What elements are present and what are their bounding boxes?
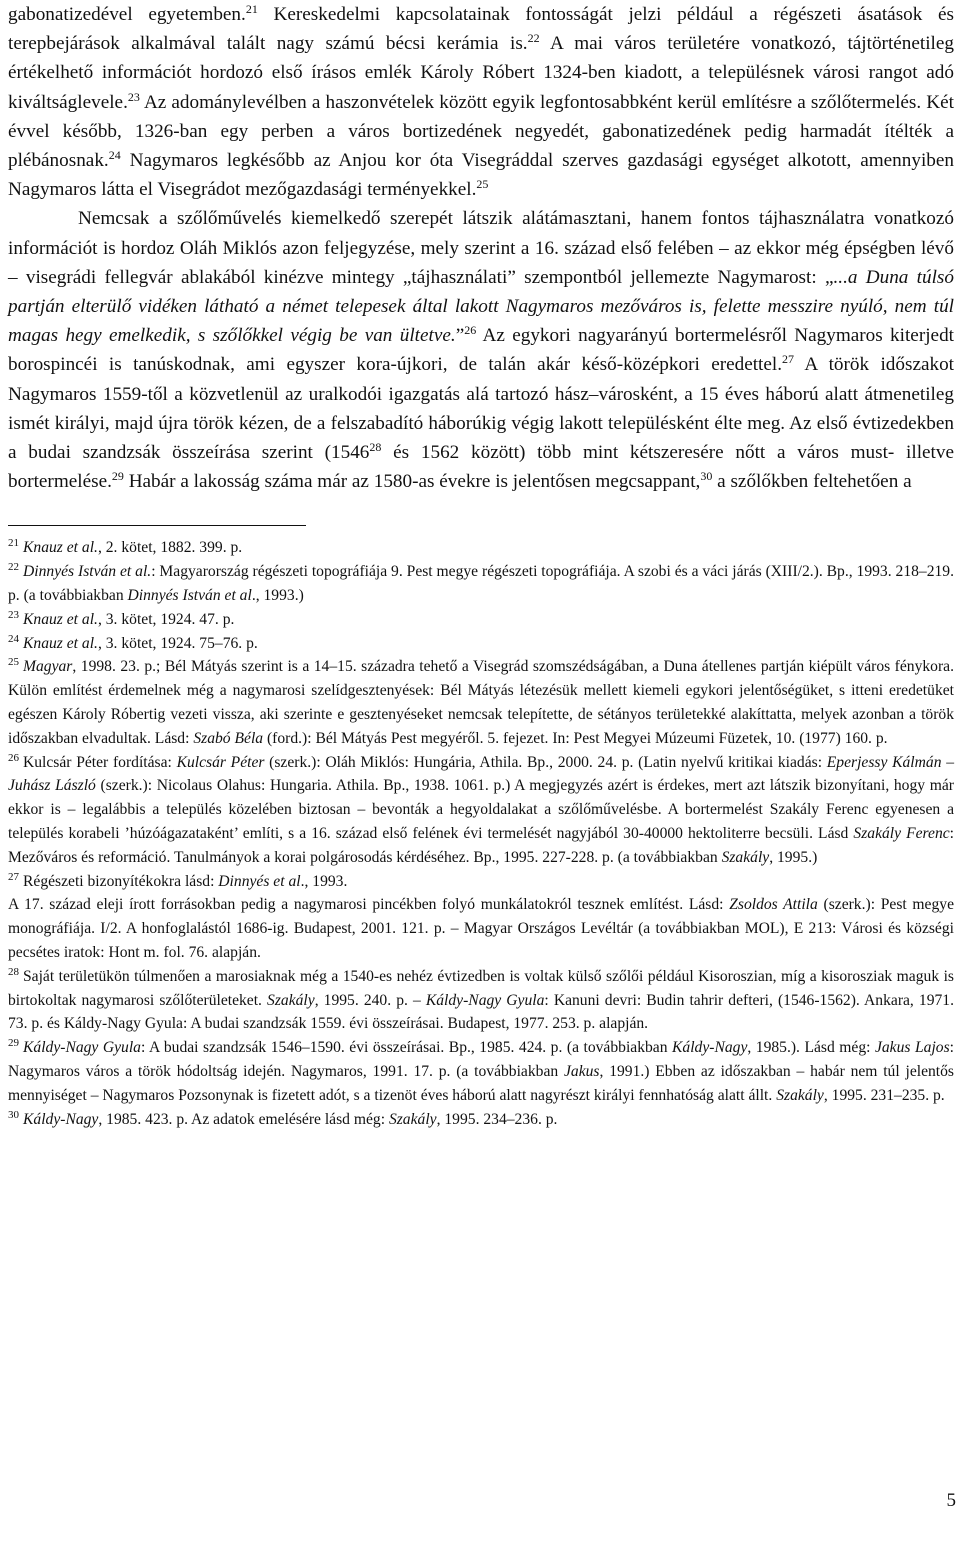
footnote bbox=[8, 965, 954, 1036]
footnote bbox=[8, 655, 954, 750]
text-run: ” bbox=[455, 325, 465, 347]
italic-text: Szakály bbox=[776, 1086, 824, 1104]
italic-text: Szakály Ferenc bbox=[853, 825, 950, 843]
text-run: Régészeti bizonyítékokra lásd: bbox=[23, 872, 219, 890]
text-run: , 2. kötet, 1882. 399. p. bbox=[97, 539, 243, 557]
text-run: A mai város területére vonatkozó, tájtörténetileg értékelhető információt hordozó első írásos emlék Károly Róbert 1324-ben kiadott, a településnek városi rangot adó kiváltságlevele. bbox=[8, 33, 955, 113]
italic-text: Kulcsár Péter bbox=[176, 753, 265, 771]
text-run: : Kanuni devri: Budin tahrir defteri, (1546-1562). Ankara, 1971. 73. p. és Káldy-Nagy Gyula: A budai szandzsák 1559. évi összeírásai. Budapest, 1977. 253. p. alapján. bbox=[8, 991, 954, 1033]
footnote bbox=[8, 893, 954, 964]
text-run: , 3. kötet, 1924. 75–76. p. bbox=[97, 634, 258, 652]
text-run: Nemcsak a szőlőművelés kiemelkedő szerepét látszik alátámasztani, hanem fontos tájhasználatra vonatkozó információt is hordoz Oláh Miklós azon feljegyzése, mely szerint a 16. század első felében – az ekkor még épségben lévő – visegrádi fellegvár ablakából kinézve mintegy „tájhasználati” szempontból jellemezte Nagymarost: „ bbox=[8, 208, 954, 288]
paragraph bbox=[8, 0, 954, 204]
text-run: ., 1993.) bbox=[251, 587, 304, 605]
footnotes bbox=[8, 536, 954, 1131]
text-run: (szerk.): Oláh Miklós: Hungária, Athila. Bp., 2000. 24. p. (Latin nyelvű kritikai kiadás: bbox=[264, 753, 827, 771]
italic-text: Jakus bbox=[563, 1062, 600, 1080]
footnote-number: 22 bbox=[8, 561, 19, 574]
text-run: , 1985. 423. p. Az adatok emelésére lásd még: bbox=[98, 1110, 389, 1128]
page-number: 5 bbox=[946, 1490, 956, 1511]
footnote bbox=[8, 1036, 954, 1107]
text-run: : Nagymaros város a török hódoltság idején. Nagymaros, 1991. 17. p. (a továbbiakban bbox=[8, 1039, 954, 1080]
footnote bbox=[8, 536, 954, 560]
document-page bbox=[8, 0, 954, 1131]
text-run: és 1562 között) több mint kétszeresére nőtt a város must- illetve bortermelése. bbox=[8, 442, 954, 493]
footnote-separator bbox=[8, 525, 306, 526]
italic-text: Knauz et al. bbox=[23, 634, 98, 652]
italic-text: Káldy-Nagy bbox=[672, 1039, 748, 1057]
footnote-number: 25 bbox=[8, 656, 19, 669]
italic-text: Káldy-Nagy bbox=[23, 1110, 99, 1128]
footnote-number: 24 bbox=[8, 632, 19, 645]
text-run: , 1995. 231–235. p. bbox=[823, 1086, 945, 1104]
text-run: a szőlőkben feltehetően a bbox=[712, 471, 912, 493]
text-run: , 1995. 234–236. p. bbox=[436, 1110, 558, 1128]
text-run: Az adománylevélben a haszonvételek között egyik legfontosabbként kerül említésre a szőlőtermelés. Két évvel később, 1326-ban egy perben a város bortizedének negyedét, gabonatizedének pedig harmadát ítélték a plébánosnak. bbox=[8, 91, 954, 172]
footnote-reference: 25 bbox=[476, 177, 489, 192]
italic-text: Dinnyés István et al bbox=[127, 587, 252, 605]
italic-text: Szakály bbox=[721, 848, 770, 866]
italic-text: Knauz et al. bbox=[23, 539, 98, 557]
text-run: Kulcsár Péter fordítása: bbox=[23, 753, 177, 771]
text-run: : Magyarország régészeti topográfiája 9. Pest megye régészeti topográfiája. A szobi és a váci járás (XIII/2.). Bp., 1993. 218–219. p. (a továbbiakban bbox=[8, 563, 955, 605]
italic-text: Eperjessy Kálmán – Juhász László bbox=[8, 753, 954, 795]
footnote-reference: 28 bbox=[369, 440, 382, 455]
footnote bbox=[8, 632, 954, 656]
italic-text: ...a Duna túlsó partján elterülő vidéken látható a német telepesek által lakott Nagymaros mezőváros is, felette messzire nyúló, nem túl magas hegy emelkedik, s szőlőkkel végig be van ültetve. bbox=[8, 266, 954, 347]
italic-text: Dinnyés et al bbox=[218, 872, 301, 890]
footnote-reference: 21 bbox=[245, 2, 258, 16]
footnote-number: 29 bbox=[8, 1037, 19, 1050]
text-run: , 1998. 23. p.; Bél Mátyás szerint is a 14–15. századra tehető a Visegrád szomszédságában, a Duna átellenes partján kiépült város fénykora. Külön említést érdemelnek még a nagymarosi szelídgesztenyések: Bél Mátyás létezésük mellett kiemeli egykori jelentőségüket, s itteni eredetüket egészen Károly Róbertig vezeti vissza, aki szerinte e gesztenyéseket nemcsak telepítette, de sétányos területekké alakíttatta, melyek azonban a török időszakban elvadultak. Lásd: bbox=[8, 658, 954, 747]
text-run: (szerk.): Pest megye monográfiája. I/2. A honfoglalástól 1686-ig. Budapest, 2001. 121. p. – Magyar Országos Levéltár (a továbbiakban MOL), E 213: Városi és községi pecsétes iratok: Hont m. fol. 76. alapján. bbox=[8, 896, 954, 961]
footnote bbox=[8, 608, 954, 632]
footnote-reference: 30 bbox=[700, 469, 713, 484]
italic-text: Jakus Lajos bbox=[874, 1039, 950, 1057]
text-run: , 1995.) bbox=[769, 848, 818, 866]
text-run: Saját területükön túlmenően a marosiaknak még a 1540-es nehéz évtizedben is voltak külső szőlői például Kisoroszian, míg a kisorosziak maguk is birtokoltak nagymarosi szőlőterületeket. bbox=[8, 967, 954, 1009]
body-text bbox=[8, 0, 954, 496]
italic-text: Szakály bbox=[267, 991, 315, 1009]
text-run: : A budai szandzsák 1546–1590. évi összeírásai. Bp., 1985. 424. p. (a továbbiakban bbox=[140, 1039, 673, 1057]
text-run: Nagymaros legkésőbb az Anjou kor óta Visegráddal szerves gazdasági egységet alkotott, amennyiben Nagymaros látta el Visegrádot mezőgazdasági terményekkel. bbox=[8, 150, 954, 201]
text-run: Habár a lakosság száma már az 1580-as évekre is jelentősen megcsappant, bbox=[123, 471, 701, 493]
footnote-number: 23 bbox=[8, 608, 19, 621]
footnote-number: 21 bbox=[8, 537, 19, 550]
text-run: ., 1993. bbox=[300, 872, 348, 890]
text-run: A török időszakot Nagymaros 1559-től a közvetlenül az uralkodói igazgatás alá tartozó hász–városként, a 15 éves háború alatt átmenetileg ismét királyi, majd újra török kézen, de a felszabadító háborúkig végig lakott településként élte meg. Az első évtizedekben a budai szandzsák összeírása szerint (1546 bbox=[8, 354, 954, 464]
italic-text: Dinnyés István et al. bbox=[23, 563, 152, 581]
footnote bbox=[8, 870, 954, 894]
italic-text: Knauz et al. bbox=[23, 610, 98, 628]
text-run: , 1985.). Lásd még: bbox=[747, 1039, 875, 1057]
text-run: , 3. kötet, 1924. 47. p. bbox=[97, 610, 235, 628]
text-run: (szerk.): Nicolaus Olahus: Hungaria. Athila. Bp., 1938. 1061. p.) A megjegyzés azért is érdekes, mert azt látszik bizonyítani, hogy már ekkor is – legalábbis a település közelében biztosan – bevonták a hegyoldalakat a szőlőművelésbe. A bortermelést Szakály Ferenc egyenesen a település korabeli ’húzóágazataként’ említi, s a 16. század első felének évi termelését nagyjából 30-40000 hektoliterre becsüli. Lásd bbox=[8, 777, 954, 843]
italic-text: Zsoldos Attila bbox=[729, 896, 818, 914]
text-run: A 17. század eleji írott forrásokban pedig a nagymarosi pincékben folyó munkálatokról tesznek említést. Lásd: bbox=[8, 896, 730, 914]
text-run: , 1995. 240. p. – bbox=[314, 991, 426, 1009]
text-run: : Mezőváros és reformáció. Tanulmányok a korai polgárosodás kérdéséhez. Bp., 1995. 227-228. p. (a továbbiakban bbox=[8, 825, 955, 866]
italic-text: Magyar bbox=[23, 658, 73, 676]
italic-text: Káldy-Nagy Gyula bbox=[425, 991, 545, 1009]
footnote-reference: 29 bbox=[111, 469, 124, 484]
text-run: Kereskedelmi kapcsolatainak fontosságát jelzi például a régészeti ásatások és terepbejárások alkalmával talált nagy számú bécsi kerámia is. bbox=[8, 4, 954, 55]
italic-text: Szakály bbox=[388, 1110, 437, 1128]
footnote-reference: 22 bbox=[527, 31, 540, 46]
text-run: Az egykori nagyarányú bortermelésről Nagymaros kiterjedt borospincéi is tanúskodnak, ami egyszer kora-újkori, de talán akár késő-középkori eredettel. bbox=[8, 325, 954, 376]
footnote-number: 26 bbox=[8, 751, 19, 764]
footnote-number: 27 bbox=[8, 870, 19, 883]
footnote bbox=[8, 560, 954, 608]
footnote-reference: 26 bbox=[464, 323, 477, 338]
footnote bbox=[8, 1108, 954, 1132]
paragraph bbox=[8, 204, 954, 496]
italic-text: Szabó Béla bbox=[193, 729, 264, 747]
text-run: , 1991.) Ebben az időszakban – habár nem túl jelentős mennyiséget – Nagymaros Pozsonynak is fizetett adót, s a tizenöt éves háború alatt nagyrészt királyi fennhatóság alatt állt. bbox=[8, 1062, 954, 1104]
text-run: (ford.): Bél Mátyás Pest megyéről. 5. fejezet. In: Pest Megyei Múzeumi Füzetek, 10. (1977) 160. p. bbox=[263, 729, 888, 747]
footnote-reference: 27 bbox=[782, 352, 795, 367]
footnote-number: 28 bbox=[8, 965, 19, 978]
italic-text: Káldy-Nagy Gyula bbox=[23, 1039, 141, 1057]
text-run: gabonatizedével egyetemben. bbox=[8, 4, 246, 25]
footnote-number: 30 bbox=[8, 1108, 19, 1121]
footnote-reference: 23 bbox=[127, 89, 140, 104]
footnote-reference: 24 bbox=[108, 148, 121, 163]
footnote bbox=[8, 751, 954, 870]
